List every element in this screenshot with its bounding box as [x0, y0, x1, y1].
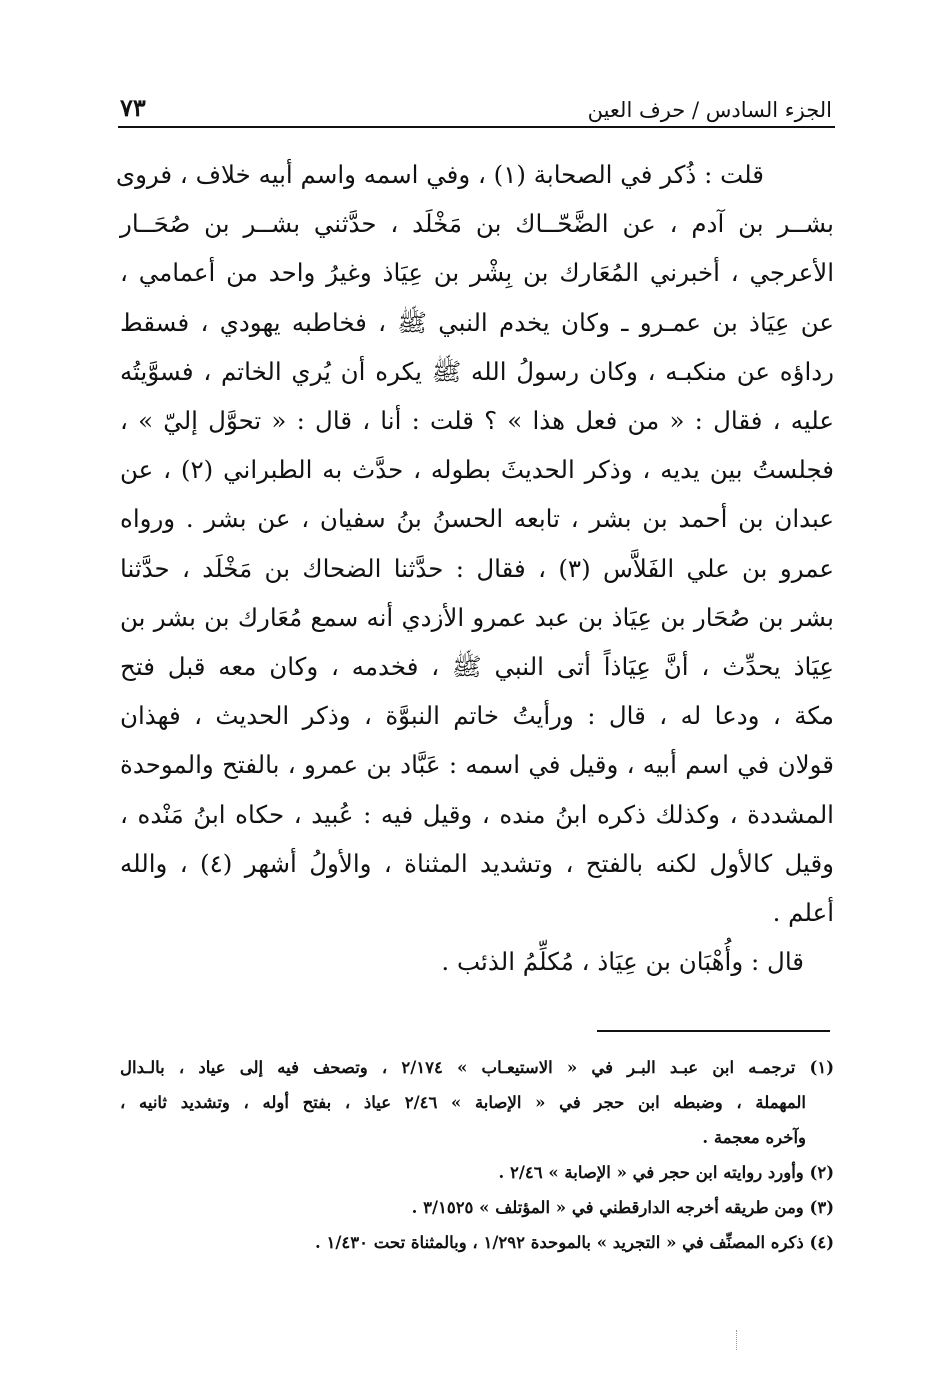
- footnote-line: المهملة ، وضبطه ابن حجر في « الإصابة » ٢/٤٦ عياذ ، بفتح أوله ، وتشديد ثانيه ،: [120, 1093, 806, 1112]
- text-line: بشر بن صُحَار بن عِيَاذ بن عبد عمرو الأزدي أنه سمع مُعَارك بن بشر بن: [120, 602, 834, 632]
- text-line: عن عِيَاذ بن عمـرو ـ وكان يخدم النبي ﷺ ، فخاطبه يهودي ، فسقط: [120, 307, 834, 337]
- text-line: رداؤه عن منكبـه ، وكان رسولُ الله ﷺ يكره أن يُري الخاتم ، فسوَّيتُه: [120, 356, 834, 386]
- scan-mark: [730, 1330, 737, 1350]
- text-line: عمرو بن علي الفَلاَّس (٣) ، فقال : حدَّثنا الضحاك بن مَخْلَد ، حدَّثنا: [120, 553, 834, 583]
- text-line: قولان في اسم أبيه ، وقيل في اسمه : عَبَّاد بن عمرو ، بالفتح والموحدة: [120, 750, 834, 780]
- footnotes: [120, 1050, 834, 1260]
- text-line: وقيل كالأول لكنه بالفتح ، وتشديد المثناة ، والأولُ أشهر (٤) ، والله: [120, 848, 834, 878]
- text-line: قلت : ذُكر في الصحابة (١) ، وفي اسمه واسم أبيه خلاف ، فروى: [115, 160, 764, 189]
- text-line: المشددة ، وكذلك ذكره ابنُ منده ، وقيل فيه : عُبيد ، حكاه ابنُ مَنْده ،: [120, 799, 834, 829]
- text-line: عبدان بن أحمد بن بشر ، تابعه الحسنُ بنُ سفيان ، عن بشر . ورواه: [120, 504, 834, 534]
- footnote-rule: [597, 1030, 830, 1032]
- footnote-line: (٢) وأورد روايته ابن حجر في « الإصابة » ٢/٤٦ .: [498, 1163, 834, 1182]
- text-line: عليه ، فقال : « من فعل هذا » ؟ قلت : أنا ، قال : « تحوَّل إليّ » ،: [120, 406, 834, 436]
- footnote-line: (١) ترجمـه ابن عبـد البـر في « الاستيعـاب » ٢/١٧٤ ، وتصحف فيه إلى عياد ، بالـدال: [120, 1058, 835, 1077]
- running-head: الجزء السادس / حرف العين: [587, 98, 832, 122]
- footnote-line: وآخره معجمة .: [702, 1128, 806, 1147]
- text-line: مكة ، ودعا له ، قال : ورأيتُ خاتم النبوَّة ، وذكر الحديث ، فهذان: [120, 701, 834, 731]
- text-line: عِيَاذ يحدِّث ، أنَّ عِيَاذاً أتى النبي ﷺ ، فخدمه ، وكان معه قبل فتح: [120, 652, 834, 682]
- text-line: أعلم .: [772, 898, 834, 928]
- page-header: [120, 82, 832, 122]
- footnote-line: (٣) ومن طريقه أخرجه الدارقطني في « المؤتلف » ٣/١٥٢٥ .: [411, 1198, 834, 1217]
- text-line: الأعرجي ، أخبرني المُعَارك بن بِشْر بن عِيَاذ وغيرُ واحد من أعمامي ،: [120, 258, 834, 288]
- quote-line: قال : وأُهْبَان بن عِيَاذ ، مُكلِّمُ الذئب .: [441, 947, 804, 977]
- text-line: بشــر بن آدم ، عن الضَّحّــاك بن مَخْلَد ، حدَّثني بشــر بن صُحَــار: [120, 209, 834, 239]
- main-text: [115, 150, 835, 986]
- header-rule: [118, 126, 835, 128]
- text-line: فجلستُ بين يديه ، وذكر الحديثَ بطوله ، حدَّث به الطبراني (٢) ، عن: [120, 455, 835, 485]
- page-number: ٧٣: [120, 93, 146, 122]
- footnote-line: (٤) ذكره المصنِّف في « التجريد » بالموحدة ١/٢٩٢ ، وبالمثناة تحت ١/٤٣٠ .: [314, 1233, 834, 1252]
